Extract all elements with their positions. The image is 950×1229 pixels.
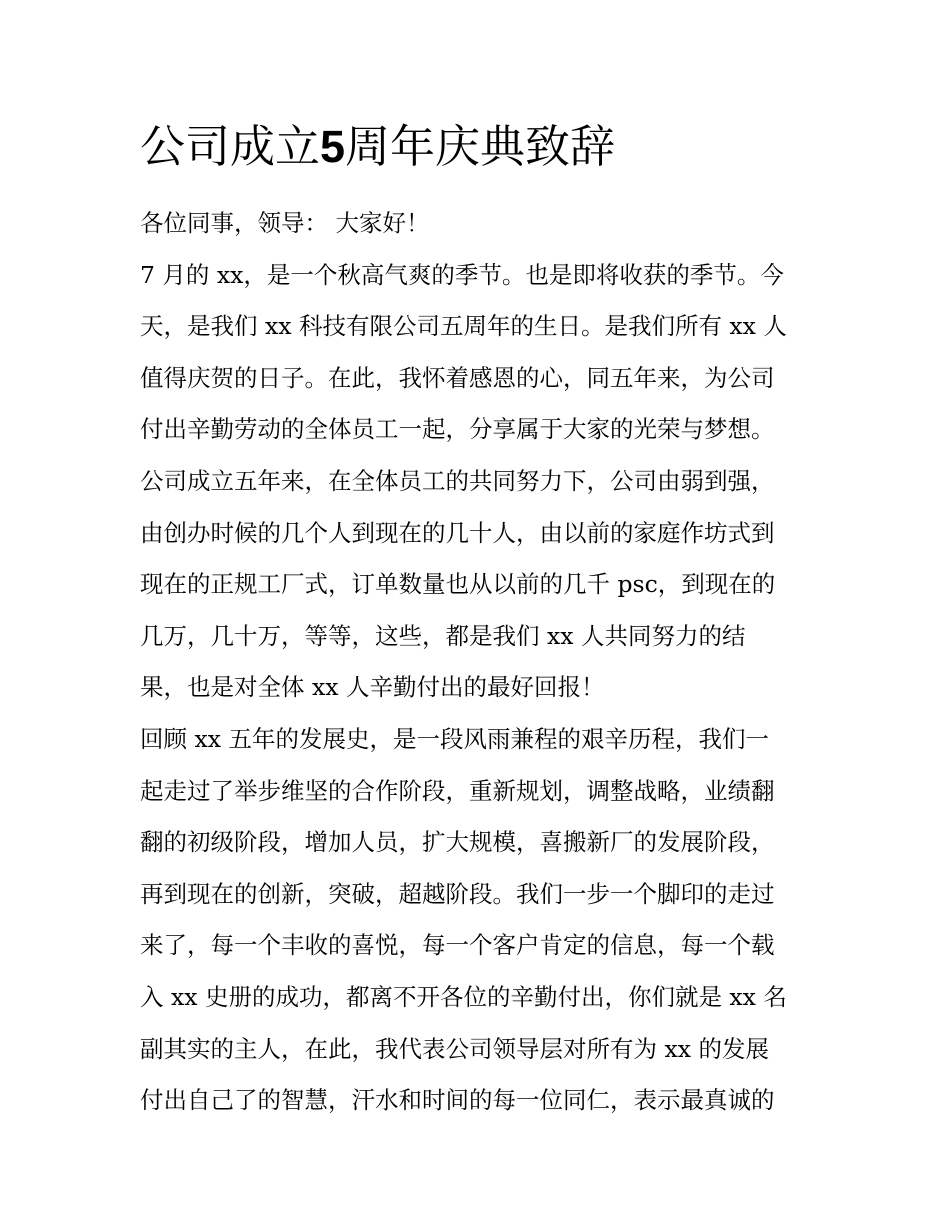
text-line: 起走过了举步维坚的合作阶段，重新规划，调整战略，业绩翻 [140, 776, 775, 805]
text-line: 翻的初级阶段，增加人员，扩大规模，喜搬新厂的发展阶段， [140, 828, 775, 857]
text-line-greeting: 各位同事，领导： 大家好！ [140, 209, 430, 237]
text-line: 几万，几十万，等等，这些，都是我们 xx 人共同努力的结 [140, 621, 746, 650]
text-line: 来了，每一个丰收的喜悦，每一个客户肯定的信息，每一个载 [140, 931, 775, 960]
text-line: 现在的正规工厂式，订单数量也从以前的几千 psc，到现在的 [140, 570, 776, 599]
text-line: 由创办时候的几个人到现在的几十人，由以前的家庭作坊式到 [140, 518, 775, 547]
text-line: 公司成立五年来，在全体员工的共同努力下，公司由弱到强， [140, 466, 775, 495]
text-line: 值得庆贺的日子。在此，我怀着感恩的心，同五年来，为公司 [140, 363, 775, 392]
text-line: 付出辛勤劳动的全体员工一起，分享属于大家的光荣与梦想。 [140, 415, 775, 444]
text-line: 回顾 xx 五年的发展史，是一段风雨兼程的艰辛历程，我们一 [140, 724, 769, 753]
document-title [140, 118, 815, 176]
title-text-part2: 周年庆典致辞 [345, 120, 616, 173]
text-line: 果，也是对全体 xx 人辛勤付出的最好回报！ [140, 673, 605, 702]
text-line: 付出自己了的智慧，汗水和时间的每一位同仁，表示最真诚的 [140, 1086, 775, 1115]
text-line: 再到现在的创新，突破，超越阶段。我们一步一个脚印的走过 [140, 879, 775, 908]
document-body [140, 198, 815, 1127]
title-number: 5 [320, 121, 346, 172]
text-line: 天，是我们 xx 科技有限公司五周年的生日。是我们所有 xx 人 [140, 312, 787, 341]
text-line: 入 xx 史册的成功，都离不开各位的辛勤付出，你们就是 xx 名 [140, 982, 787, 1011]
text-line: 副其实的主人，在此，我代表公司领导层对所有为 xx 的发展 [140, 1034, 769, 1063]
text-line: 7 月的 xx，是一个秋高气爽的季节。也是即将收获的季节。今 [140, 260, 784, 289]
document-content [140, 118, 815, 1127]
title-text-part1: 公司成立 [140, 120, 321, 173]
